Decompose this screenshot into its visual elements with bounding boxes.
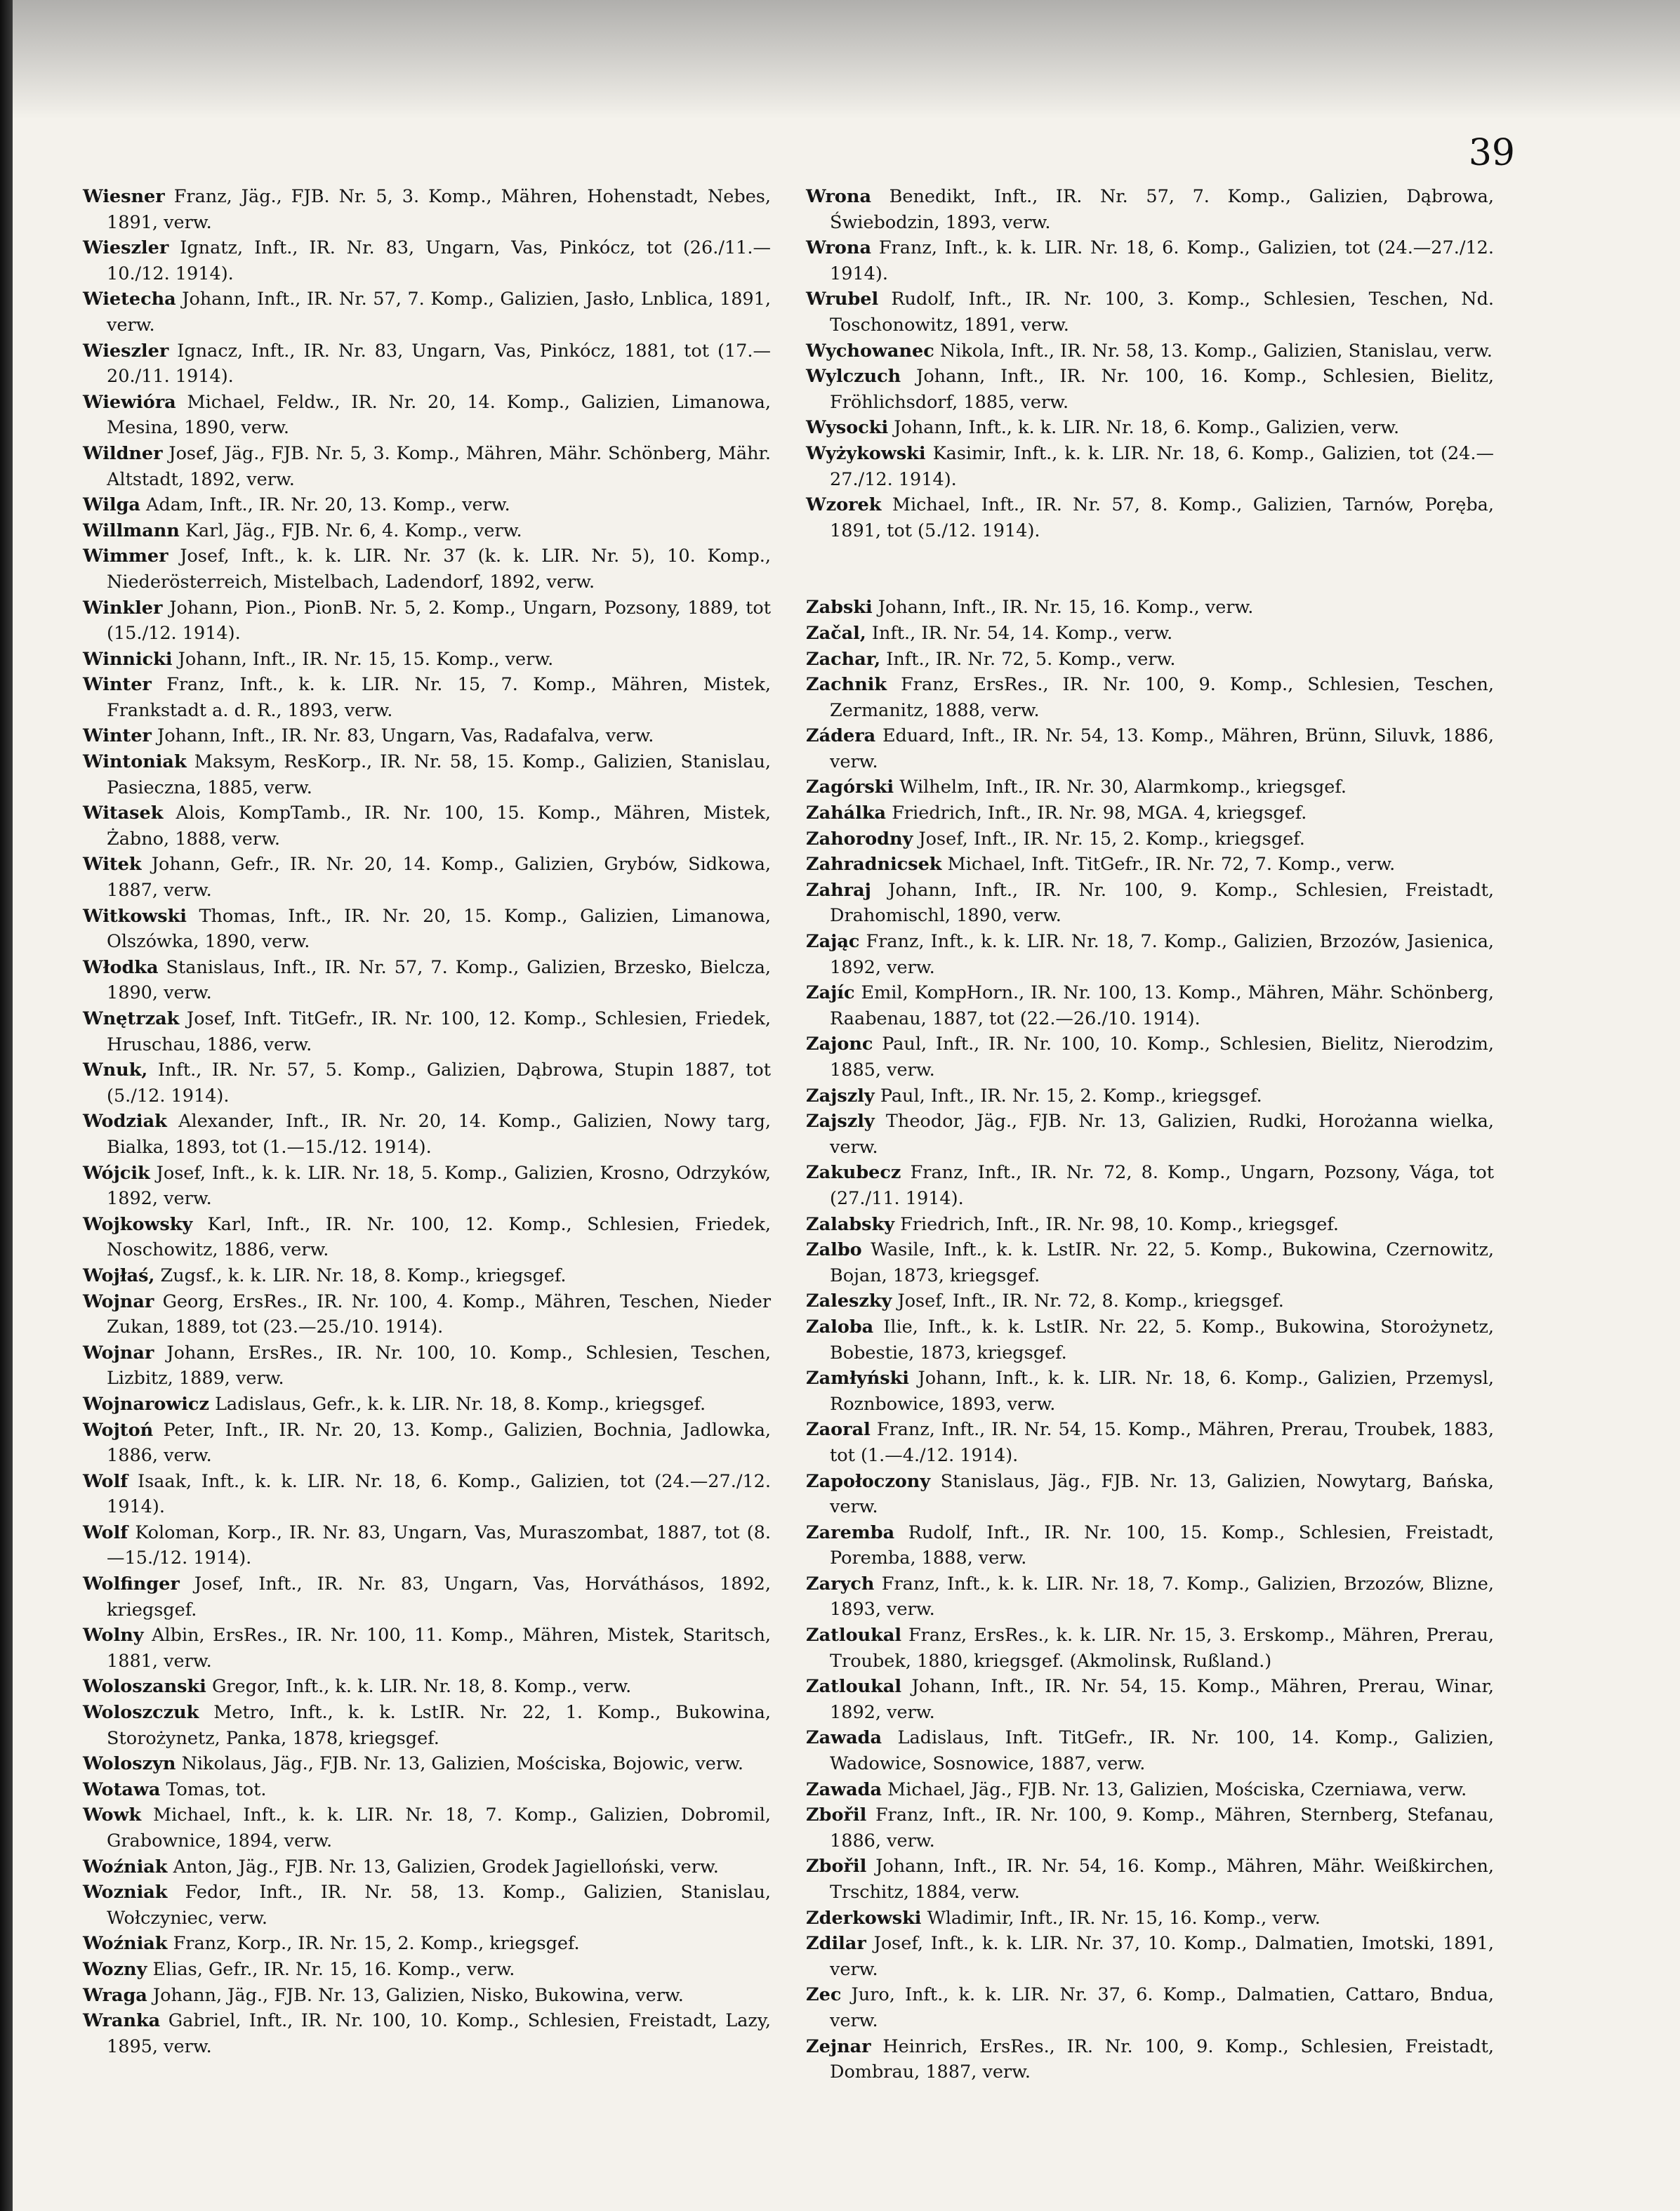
- entry-details: Michael, Inft., k. k. LIR. Nr. 18, 7. Komp., Galizien, Dobromil, Grabownice, 1894, verw.: [107, 1804, 771, 1852]
- entry-surname: Zatloukal: [806, 1625, 902, 1646]
- list-entry: [806, 1725, 1494, 1776]
- entry-details: Adam, Inft., IR. Nr. 20, 13. Komp., verw.: [146, 494, 510, 516]
- entry-surname: Wiewióra: [83, 391, 176, 413]
- entry-surname: Wychowanec: [806, 340, 934, 362]
- list-entry: [83, 723, 771, 749]
- entry-surname: Zarych: [806, 1573, 875, 1595]
- list-entry: [83, 904, 771, 955]
- entry-details: Thomas, Inft., IR. Nr. 20, 15. Komp., Galizien, Limanowa, Olszówka, 1890, verw.: [107, 905, 771, 953]
- entry-details: Ilie, Inft., k. k. LstIR. Nr. 22, 5. Komp., Bukowina, Storożynetz, Bobestie, 1873, kriegsgef.: [830, 1316, 1494, 1364]
- entry-surname: Zahorodny: [806, 828, 913, 850]
- entry-details: Johann, Inft., k. k. LIR. Nr. 18, 6. Komp., Galizien, verw.: [894, 417, 1400, 439]
- entry-surname: Winter: [83, 674, 152, 696]
- list-entry: [83, 1700, 771, 1751]
- list-entry: [83, 1880, 771, 1931]
- entry-surname: Zahálka: [806, 803, 887, 824]
- list-entry: [83, 1212, 771, 1263]
- entry-surname: Zając: [806, 931, 860, 953]
- entry-surname: Zalbo: [806, 1239, 862, 1261]
- entry-details: Franz, Inft., IR. Nr. 72, 8. Komp., Ungarn, Pozsony, Vága, tot (27./11. 1914).: [830, 1162, 1494, 1209]
- entry-surname: Wojkowsky: [83, 1213, 193, 1235]
- entry-details: Johann, Inft., IR. Nr. 15, 15. Komp., verw.: [178, 648, 554, 670]
- entry-details: Alois, KompTamb., IR. Nr. 100, 15. Komp., Mähren, Mistek, Żabno, 1888, verw.: [107, 803, 771, 850]
- entry-surname: Wodziak: [83, 1111, 167, 1133]
- entry-surname: Zec: [806, 1984, 842, 2006]
- entry-details: Elias, Gefr., IR. Nr. 15, 16. Komp., verw.: [152, 1958, 515, 1980]
- entry-surname: Zalabsky: [806, 1213, 895, 1235]
- list-entry: [83, 1674, 771, 1700]
- entry-details: Michael, Inft. TitGefr., IR. Nr. 72, 7. Komp., verw.: [947, 854, 1396, 876]
- entry-surname: Wyżykowski: [806, 442, 926, 464]
- entry-surname: Zaremba: [806, 1522, 895, 1543]
- list-entry: [83, 1777, 771, 1803]
- entry-details: Johann, Inft., IR. Nr. 100, 9. Komp., Schlesien, Freistadt, Drahomischl, 1890, verw.: [830, 879, 1494, 927]
- entry-surname: Wimmer: [83, 546, 168, 567]
- list-entry: [83, 492, 771, 518]
- entry-details: Josef, Inft., k. k. LIR. Nr. 37, 10. Komp., Dalmatien, Imotski, 1891, verw.: [830, 1933, 1495, 1980]
- list-entry: [806, 878, 1494, 929]
- entry-details: Johann, Inft., IR. Nr. 100, 16. Komp., Schlesien, Bielitz, Fröhlichsdorf, 1885, verw.: [830, 366, 1494, 413]
- entry-surname: Witasek: [83, 803, 164, 824]
- entry-surname: Wnuk,: [83, 1060, 148, 1081]
- entry-surname: Wieszler: [83, 237, 169, 259]
- list-entry: [83, 1983, 771, 2009]
- entry-details: Wladimir, Inft., IR. Nr. 15, 16. Komp., verw.: [927, 1907, 1321, 1929]
- entry-surname: Woloszanski: [83, 1676, 206, 1698]
- entry-details: Franz, ErsRes., k. k. LIR. Nr. 15, 3. Erskomp., Mähren, Prerau, Troubek, 1880, kriegsgef. (Akmolinsk, Rußland.): [830, 1625, 1494, 1672]
- list-entry: [806, 1314, 1494, 1366]
- entry-surname: Willmann: [83, 520, 180, 541]
- entry-surname: Zahraj: [806, 879, 871, 901]
- list-entry: [806, 1366, 1494, 1417]
- list-entry: [83, 800, 771, 852]
- list-entry: [83, 852, 771, 903]
- list-entry: [806, 1931, 1494, 1982]
- entry-surname: Wowk: [83, 1804, 142, 1826]
- list-entry: [83, 1340, 771, 1392]
- entry-surname: Zajíc: [806, 982, 855, 1004]
- list-entry: [83, 1623, 771, 1674]
- list-entry: [806, 1674, 1494, 1725]
- entry-details: Johann, Inft., k. k. LIR. Nr. 18, 6. Komp., Galizien, Przemysl, Roznbowice, 1893, verw.: [830, 1368, 1495, 1415]
- entry-details: Anton, Jäg., FJB. Nr. 13, Galizien, Grodek Jagielloński, verw.: [173, 1856, 719, 1877]
- entry-surname: Włodka: [83, 956, 159, 978]
- entry-details: Rudolf, Inft., IR. Nr. 100, 3. Komp., Schlesien, Teschen, Nd. Toschonowitz, 1891, verw.: [830, 289, 1494, 336]
- entry-details: Johann, Inft., IR. Nr. 54, 15. Komp., Mähren, Prerau, Winar, 1892, verw.: [830, 1676, 1494, 1723]
- list-entry: [83, 1469, 771, 1520]
- entry-details: Heinrich, ErsRes., IR. Nr. 100, 9. Komp., Schlesien, Freistadt, Dombrau, 1887, verw.: [830, 2035, 1494, 2083]
- list-entry: [83, 1931, 771, 1957]
- entry-details: Josef, Inft., IR. Nr. 72, 8. Komp., kriegsgef.: [897, 1291, 1284, 1312]
- list-entry: [806, 1982, 1494, 2033]
- entry-surname: Wójcik: [83, 1162, 150, 1184]
- list-entry: [83, 1006, 771, 1057]
- entry-surname: Wojnarowicz: [83, 1393, 209, 1415]
- list-entry: [806, 1802, 1494, 1854]
- entry-details: Franz, Inft., k. k. LIR. Nr. 18, 6. Komp., Galizien, tot (24.—27./12. 1914).: [830, 237, 1495, 284]
- entry-surname: Zawada: [806, 1778, 882, 1800]
- entry-details: Benedikt, Inft., IR. Nr. 57, 7. Komp., Galizien, Dąbrowa, Świebodzin, 1893, verw.: [830, 186, 1494, 233]
- entry-details: Gregor, Inft., k. k. LIR. Nr. 18, 8. Komp., verw.: [211, 1676, 632, 1698]
- entry-surname: Wrona: [806, 237, 871, 259]
- list-entry: [83, 1263, 771, 1289]
- entry-details: Paul, Inft., IR. Nr. 100, 10. Komp., Schlesien, Bielitz, Nierodzim, 1885, verw.: [830, 1034, 1494, 1081]
- entry-details: Metro, Inft., k. k. LstIR. Nr. 22, 1. Komp., Bukowina, Storożynetz, Panka, 1878, kriegsgef.: [107, 1702, 771, 1749]
- entry-details: Ladislaus, Inft. TitGefr., IR. Nr. 100, 14. Komp., Galizien, Wadowice, Sosnowice, 1887, verw.: [830, 1727, 1495, 1775]
- entry-details: Franz, ErsRes., IR. Nr. 100, 9. Komp., Schlesien, Teschen, Zermanitz, 1888, verw.: [830, 674, 1494, 721]
- entry-details: Michael, Jäg., FJB. Nr. 13, Galizien, Mościska, Czerniawa, verw.: [887, 1778, 1467, 1800]
- entry-surname: Zatloukal: [806, 1676, 902, 1698]
- entry-details: Josef, Jäg., FJB. Nr. 5, 3. Komp., Mähren, Mähr. Schönberg, Mähr. Altstadt, 1892, verw.: [107, 442, 771, 490]
- entry-surname: Zagórski: [806, 777, 894, 798]
- list-entry: [806, 723, 1494, 774]
- entry-details: Friedrich, Inft., IR. Nr. 98, 10. Komp., kriegsgef.: [900, 1213, 1339, 1235]
- list-entry: [806, 774, 1494, 800]
- list-entry: [806, 1160, 1494, 1211]
- entry-details: Paul, Inft., IR. Nr. 15, 2. Komp., kriegsgef.: [880, 1085, 1262, 1107]
- list-entry: [83, 1161, 771, 1212]
- list-entry: [806, 1520, 1494, 1571]
- entry-surname: Wraga: [83, 1984, 147, 2006]
- list-entry: [806, 672, 1494, 723]
- entry-details: Ignacz, Inft., IR. Nr. 83, Ungarn, Vas, Pinkócz, 1881, tot (17.—20./11. 1914).: [107, 340, 772, 388]
- list-entry: [83, 1571, 771, 1623]
- entry-details: Isaak, Inft., k. k. LIR. Nr. 18, 6. Komp., Galizien, tot (24.—27./12. 1914).: [107, 1470, 772, 1518]
- list-entry: [806, 1854, 1494, 1905]
- entry-details: Koloman, Korp., IR. Nr. 83, Ungarn, Vas, Muraszombat, 1887, tot (8.—15./12. 1914).: [107, 1522, 771, 1569]
- list-entry: [806, 441, 1494, 492]
- entry-details: Johann, Gefr., IR. Nr. 20, 14. Komp., Galizien, Grybów, Sidkowa, 1887, verw.: [107, 854, 772, 902]
- list-entry: [83, 543, 771, 595]
- entry-surname: Wozniak: [83, 1882, 168, 1903]
- list-entry: [83, 286, 771, 338]
- entry-surname: Zaloba: [806, 1316, 874, 1338]
- list-entry: [806, 1777, 1494, 1803]
- entry-details: Zugsf., k. k. LIR. Nr. 18, 8. Komp., kriegsgef.: [160, 1265, 567, 1286]
- entry-details: Franz, Korp., IR. Nr. 15, 2. Komp., kriegsgef.: [173, 1933, 580, 1955]
- entry-surname: Wnętrzak: [83, 1008, 180, 1029]
- entry-details: Josef, Inft., k. k. LIR. Nr. 37 (k. k. LIR. Nr. 5), 10. Komp., Niederösterreich, Mistelbach, Ladendorf, 1892, verw.: [107, 546, 771, 593]
- entry-details: Franz, Inft., k. k. LIR. Nr. 18, 7. Komp., Galizien, Brzozów, Jasienica, 1892, verw.: [830, 931, 1495, 978]
- entry-surname: Zachnik: [806, 674, 887, 696]
- entry-details: Franz, Inft., IR. Nr. 54, 15. Komp., Mähren, Prerau, Troubek, 1883, tot (1.—4./12. 1914).: [830, 1419, 1495, 1466]
- entry-surname: Wolfinger: [83, 1573, 180, 1595]
- entry-details: Peter, Inft., IR. Nr. 20, 13. Komp., Galizien, Bochnia, Jadlowka, 1886, verw.: [107, 1419, 772, 1467]
- entry-details: Maksym, ResKorp., IR. Nr. 58, 15. Komp., Galizien, Stanislau, Pasieczna, 1885, verw.: [107, 751, 772, 798]
- list-entry: [806, 1212, 1494, 1238]
- entry-details: Nikola, Inft., IR. Nr. 58, 13. Komp., Galizien, Stanislau, verw.: [939, 340, 1493, 362]
- entry-details: Franz, Jäg., FJB. Nr. 5, 3. Komp., Mähren, Hohenstadt, Nebes, 1891, verw.: [107, 186, 771, 233]
- entry-surname: Wojnar: [83, 1342, 154, 1364]
- list-entry: [806, 235, 1494, 286]
- list-entry: [83, 647, 771, 673]
- list-entry: [806, 1031, 1494, 1083]
- entry-surname: Zamłyński: [806, 1368, 909, 1390]
- entry-details: Kasimir, Inft., k. k. LIR. Nr. 18, 6. Komp., Galizien, tot (24.—27./12. 1914).: [830, 442, 1495, 490]
- list-entry: [806, 1469, 1494, 1520]
- list-entry: [83, 1957, 771, 1983]
- list-entry: [806, 826, 1494, 852]
- entry-surname: Wietecha: [83, 289, 176, 310]
- entry-details: Eduard, Inft., IR. Nr. 54, 13. Komp., Mähren, Brünn, Siluvk, 1886, verw.: [830, 725, 1495, 772]
- list-entry: [806, 1417, 1494, 1468]
- entry-details: Alexander, Inft., IR. Nr. 20, 14. Komp., Galizien, Nowy targ, Bialka, 1893, tot (1.—15./12. 1914).: [107, 1111, 771, 1158]
- entry-details: Johann, Inft., IR. Nr. 54, 16. Komp., Mähren, Mähr. Weißkirchen, Trschitz, 1884, verw.: [830, 1856, 1494, 1903]
- list-entry: [806, 1906, 1494, 1932]
- entry-surname: Zajonc: [806, 1034, 873, 1055]
- list-entry: [83, 1751, 771, 1777]
- list-entry: [83, 1289, 771, 1340]
- right-column-z-section: [806, 595, 1494, 2085]
- list-entry: [806, 1288, 1494, 1314]
- entry-details: Wilhelm, Inft., IR. Nr. 30, Alarmkomp., kriegsgef.: [899, 777, 1347, 798]
- list-entry: [806, 1571, 1494, 1623]
- right-column-w-section: [806, 184, 1494, 543]
- entry-details: Inft., IR. Nr. 72, 5. Komp., verw.: [886, 648, 1176, 670]
- entry-details: Gabriel, Inft., IR. Nr. 100, 10. Komp., Schlesien, Freistadt, Lazy, 1895, verw.: [107, 2010, 771, 2057]
- list-entry: [806, 492, 1494, 543]
- list-entry: [806, 1623, 1494, 1674]
- entry-details: Inft., IR. Nr. 57, 5. Komp., Galizien, Dąbrowa, Stupin 1887, tot (5./12. 1914).: [107, 1060, 771, 1107]
- entry-details: Karl, Inft., IR. Nr. 100, 12. Komp., Schlesien, Friedek, Noschowitz, 1886, verw.: [107, 1213, 771, 1261]
- entry-details: Ladislaus, Gefr., k. k. LIR. Nr. 18, 8. Komp., kriegsgef.: [215, 1393, 706, 1415]
- entry-surname: Wojtoń: [83, 1419, 154, 1441]
- entry-details: Johann, Inft., IR. Nr. 57, 7. Komp., Galizien, Jasło, Lnblica, 1891, verw.: [107, 289, 771, 336]
- entry-surname: Wrubel: [806, 289, 879, 310]
- page-number: 39: [1468, 132, 1515, 174]
- entry-surname: Začal,: [806, 622, 866, 644]
- list-entry: [806, 338, 1494, 364]
- list-entry: [806, 1083, 1494, 1109]
- entry-surname: Zderkowski: [806, 1907, 922, 1929]
- list-entry: [806, 364, 1494, 415]
- list-entry: [83, 1854, 771, 1880]
- entry-surname: Wylczuch: [806, 366, 901, 388]
- page-binding-edge: [0, 0, 13, 2211]
- entry-surname: Zaoral: [806, 1419, 871, 1441]
- entry-surname: Zejnar: [806, 2035, 871, 2057]
- entry-details: Michael, Feldw., IR. Nr. 20, 14. Komp., Galizien, Limanowa, Mesina, 1890, verw.: [107, 391, 771, 439]
- list-entry: [83, 1520, 771, 1571]
- list-entry: [806, 2034, 1494, 2085]
- entry-details: Inft., IR. Nr. 54, 14. Komp., verw.: [871, 622, 1173, 644]
- entry-surname: Wolny: [83, 1625, 144, 1646]
- list-entry: [806, 800, 1494, 826]
- list-entry: [806, 647, 1494, 673]
- entry-surname: Zdilar: [806, 1933, 866, 1955]
- entry-surname: Zachar,: [806, 648, 881, 670]
- entry-details: Johann, Pion., PionB. Nr. 5, 2. Komp., Ungarn, Pozsony, 1889, tot (15./12. 1914).: [107, 597, 772, 645]
- entry-details: Stanislaus, Inft., IR. Nr. 57, 7. Komp., Galizien, Brzesko, Bielcza, 1890, verw.: [107, 956, 771, 1004]
- list-entry: [806, 286, 1494, 338]
- list-entry: [83, 1392, 771, 1418]
- list-entry: [83, 518, 771, 544]
- list-entry: [806, 415, 1494, 441]
- entry-surname: Woźniak: [83, 1856, 168, 1877]
- entry-details: Josef, Inft. TitGefr., IR. Nr. 100, 12. Komp., Schlesien, Friedek, Hruschau, 1886, verw.: [107, 1008, 771, 1055]
- list-entry: [806, 184, 1494, 235]
- list-entry: [806, 980, 1494, 1031]
- entry-details: Tomas, tot.: [166, 1778, 267, 1800]
- list-entry: [83, 1418, 771, 1469]
- entry-surname: Zádera: [806, 725, 876, 747]
- list-entry: [83, 749, 771, 800]
- list-entry: [806, 929, 1494, 980]
- entry-surname: Woloszyn: [83, 1753, 176, 1775]
- list-entry: [83, 595, 771, 647]
- entry-details: Theodor, Jäg., FJB. Nr. 13, Galizien, Rudki, Horożanna wielka, verw.: [830, 1111, 1494, 1158]
- entry-surname: Wotawa: [83, 1778, 161, 1800]
- list-entry: [83, 235, 771, 286]
- entry-surname: Wintoniak: [83, 751, 187, 773]
- entry-details: Georg, ErsRes., IR. Nr. 100, 4. Komp., Mähren, Teschen, Nieder Zukan, 1889, tot (23.—25./10. 1914).: [107, 1291, 772, 1338]
- list-entry: [83, 2008, 771, 2059]
- section-gap: [806, 543, 1494, 595]
- entry-surname: Zajszly: [806, 1085, 875, 1107]
- entry-surname: Wieszler: [83, 340, 169, 362]
- entry-surname: Zbořil: [806, 1856, 867, 1877]
- entry-details: Johann, Jäg., FJB. Nr. 13, Galizien, Nisko, Bukowina, verw.: [152, 1984, 684, 2006]
- entry-surname: Wranka: [83, 2010, 161, 2032]
- list-entry: [83, 1802, 771, 1854]
- list-entry: [806, 595, 1494, 621]
- entry-surname: Wilga: [83, 494, 140, 516]
- entry-details: Josef, Inft., IR. Nr. 83, Ungarn, Vas, Horváthásos, 1892, kriegsgef.: [107, 1573, 771, 1621]
- entry-surname: Wiesner: [83, 186, 165, 207]
- entry-surname: Wolf: [83, 1470, 128, 1492]
- entry-surname: Wysocki: [806, 417, 889, 439]
- entry-details: Ignatz, Inft., IR. Nr. 83, Ungarn, Vas, Pinkócz, tot (26./11.—10./12. 1914).: [107, 237, 771, 284]
- entry-details: Stanislaus, Jäg., FJB. Nr. 13, Galizien, Nowytarg, Bańska, verw.: [830, 1470, 1495, 1518]
- list-entry: [806, 852, 1494, 878]
- entry-details: Johann, ErsRes., IR. Nr. 100, 10. Komp., Schlesien, Teschen, Lizbitz, 1889, verw.: [107, 1342, 771, 1390]
- list-entry: [806, 1109, 1494, 1160]
- entry-details: Franz, Inft., k. k. LIR. Nr. 18, 7. Komp., Galizien, Brzozów, Blizne, 1893, verw.: [830, 1573, 1494, 1621]
- entry-surname: Zahradnicsek: [806, 854, 942, 876]
- entry-details: Franz, Inft., IR. Nr. 100, 9. Komp., Mähren, Sternberg, Stefanau, 1886, verw.: [830, 1804, 1494, 1852]
- entry-surname: Witkowski: [83, 905, 187, 927]
- entry-details: Josef, Inft., IR. Nr. 15, 2. Komp., kriegsgef.: [918, 828, 1305, 850]
- entry-surname: Zawada: [806, 1727, 882, 1749]
- list-entry: [83, 441, 771, 492]
- entry-surname: Wildner: [83, 442, 163, 464]
- scan-shadow: [13, 0, 1680, 119]
- entry-surname: Winnicki: [83, 648, 173, 670]
- entry-surname: Wojłaś,: [83, 1265, 155, 1286]
- entry-surname: Winter: [83, 725, 152, 747]
- entry-surname: Wozny: [83, 1958, 147, 1980]
- entry-details: Rudolf, Inft., IR. Nr. 100, 15. Komp., Schlesien, Freistadt, Poremba, 1888, verw.: [830, 1522, 1495, 1569]
- entry-details: Michael, Inft., IR. Nr. 57, 8. Komp., Galizien, Tarnów, Poręba, 1891, tot (5./12. 1914).: [830, 494, 1494, 541]
- document-page: [13, 0, 1680, 2211]
- entry-details: Johann, Inft., IR. Nr. 83, Ungarn, Vas, Radafalva, verw.: [157, 725, 654, 747]
- entry-details: Nikolaus, Jäg., FJB. Nr. 13, Galizien, Mościska, Bojowic, verw.: [181, 1753, 743, 1775]
- list-entry: [83, 1109, 771, 1160]
- entry-surname: Zajszly: [806, 1111, 875, 1133]
- entry-surname: Zbořil: [806, 1804, 867, 1826]
- entry-surname: Wolf: [83, 1522, 128, 1543]
- list-entry: [806, 621, 1494, 647]
- entry-details: Johann, Inft., IR. Nr. 15, 16. Komp., verw.: [878, 597, 1254, 619]
- list-entry: [83, 390, 771, 441]
- entry-surname: Witek: [83, 854, 142, 876]
- entry-surname: Winkler: [83, 597, 163, 619]
- list-entry: [806, 1237, 1494, 1288]
- entry-surname: Woźniak: [83, 1933, 168, 1955]
- entry-details: Karl, Jäg., FJB. Nr. 6, 4. Komp., verw.: [185, 520, 522, 541]
- entry-details: Franz, Inft., k. k. LIR. Nr. 15, 7. Komp., Mähren, Mistek, Frankstadt a. d. R., 1893, verw.: [107, 674, 772, 721]
- list-entry: [83, 955, 771, 1006]
- entry-surname: Zakubecz: [806, 1162, 901, 1184]
- entry-surname: Wzorek: [806, 494, 882, 516]
- entry-surname: Wrona: [806, 186, 871, 207]
- entry-details: Albin, ErsRes., IR. Nr. 100, 11. Komp., Mähren, Mistek, Staritsch, 1881, verw.: [107, 1625, 771, 1672]
- list-entry: [83, 1057, 771, 1109]
- list-entry: [83, 184, 771, 235]
- entry-surname: Wojnar: [83, 1291, 154, 1312]
- entry-surname: Woloszczuk: [83, 1702, 199, 1724]
- entry-surname: Zaleszky: [806, 1291, 892, 1312]
- entry-details: Juro, Inft., k. k. LIR. Nr. 37, 6. Komp., Dalmatien, Cattaro, Bndua, verw.: [830, 1984, 1495, 2031]
- entry-surname: Zapołoczony: [806, 1470, 931, 1492]
- entry-details: Friedrich, Inft., IR. Nr. 98, MGA. 4, kriegsgef.: [892, 803, 1307, 824]
- entry-details: Josef, Inft., k. k. LIR. Nr. 18, 5. Komp., Galizien, Krosno, Odrzyków, 1892, verw.: [107, 1162, 771, 1210]
- right-column: [806, 184, 1494, 2085]
- left-column: [83, 184, 771, 2059]
- entry-details: Fedor, Inft., IR. Nr. 58, 13. Komp., Galizien, Stanislau, Wołczyniec, verw.: [107, 1882, 772, 1929]
- list-entry: [83, 338, 771, 390]
- entry-surname: Zabski: [806, 597, 873, 619]
- entry-details: Emil, KompHorn., IR. Nr. 100, 13. Komp., Mähren, Mähr. Schönberg, Raabenau, 1887, tot (22.—26./10. 1914).: [830, 982, 1494, 1029]
- list-entry: [83, 672, 771, 723]
- entry-details: Wasile, Inft., k. k. LstIR. Nr. 22, 5. Komp., Bukowina, Czernowitz, Bojan, 1873, kriegsgef.: [830, 1239, 1494, 1286]
